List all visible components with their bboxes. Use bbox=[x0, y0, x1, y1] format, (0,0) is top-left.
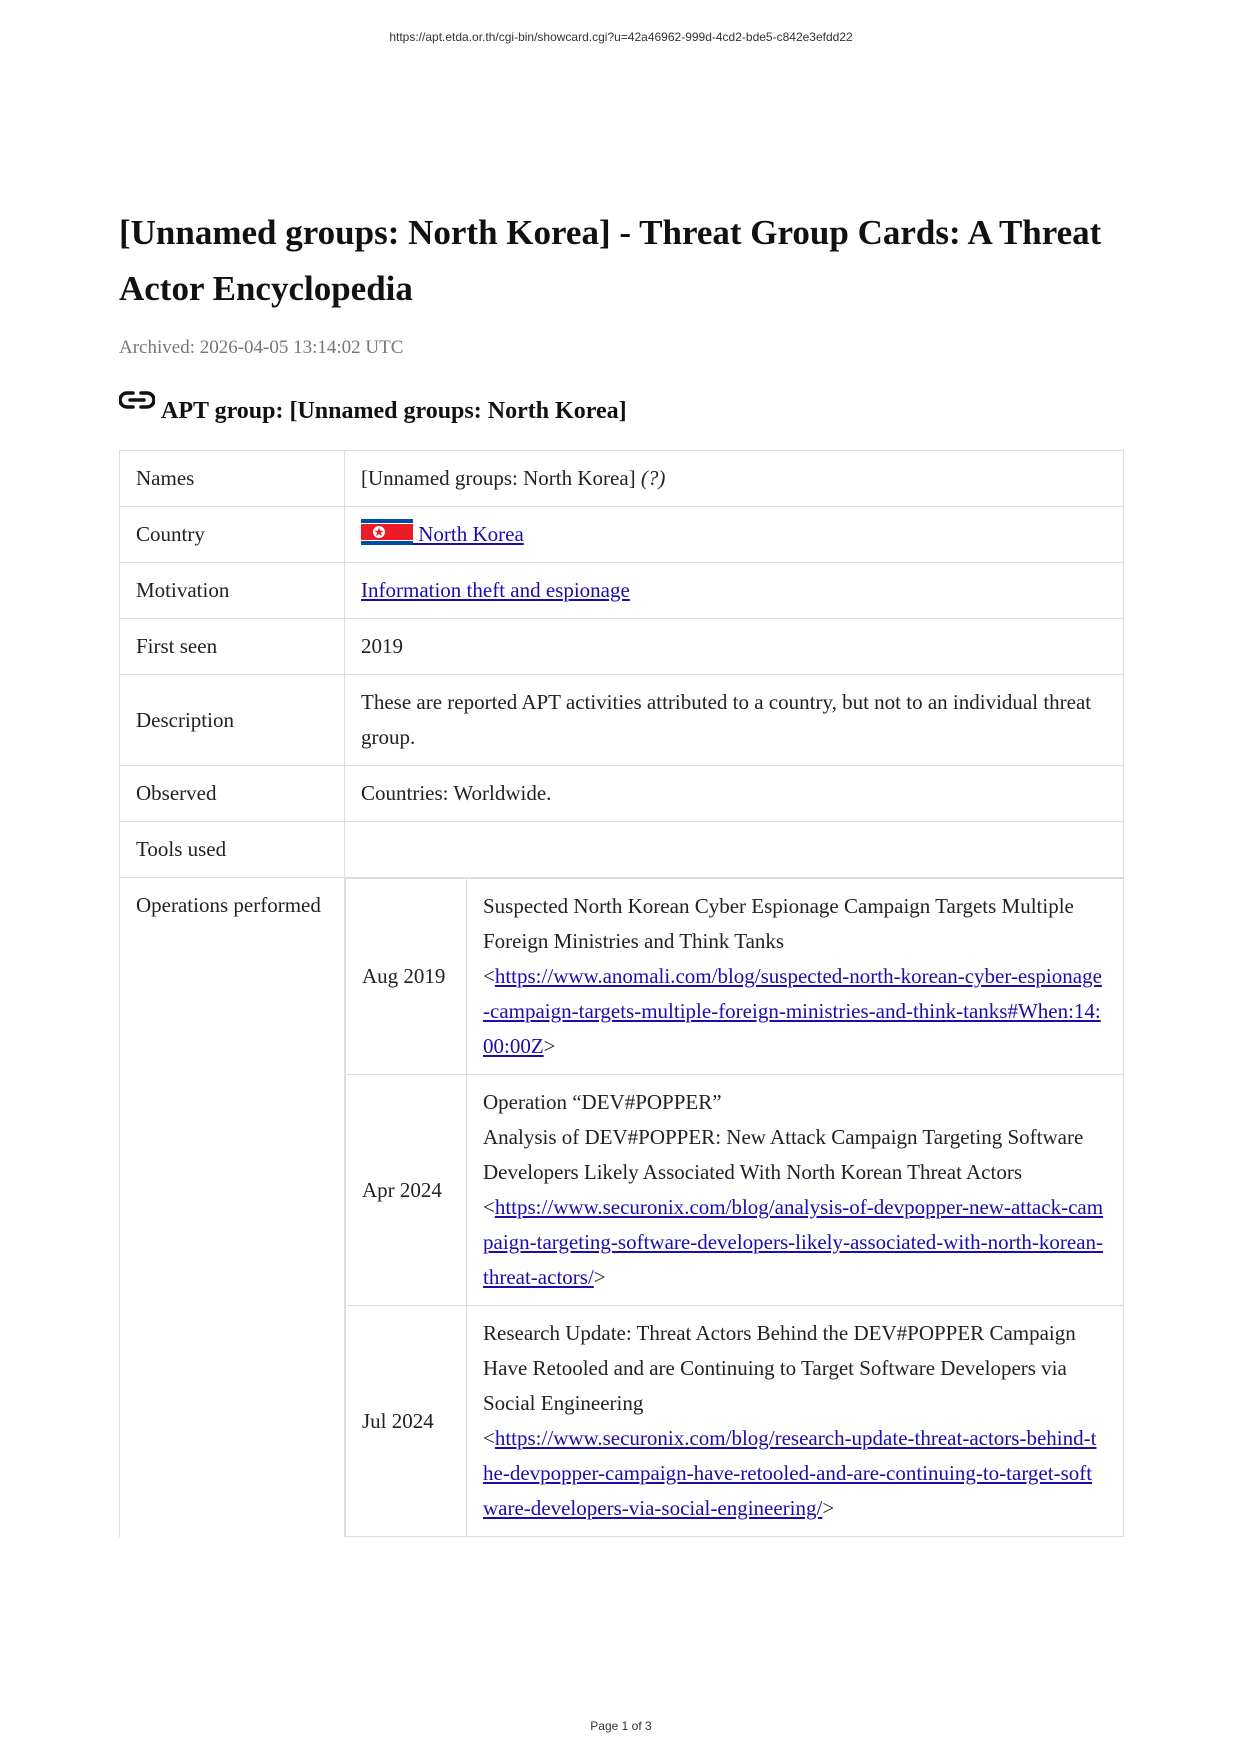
tools-used-label: Tools used bbox=[120, 822, 345, 878]
operation-reference: <https://www.securonix.com/blog/research-update-threat-actors-behind-the-devpopper-campaign-have-retooled-and-are-continuing-to-target-software-developers-via-social-engineering/> bbox=[483, 1426, 1097, 1520]
names-label: Names bbox=[120, 451, 345, 507]
observed-row bbox=[120, 766, 1124, 822]
operation-date: Aug 2019 bbox=[346, 879, 467, 1075]
observed-value: Countries: Worldwide. bbox=[345, 766, 1124, 822]
country-name: North Korea bbox=[418, 522, 524, 546]
description-value: These are reported APT activities attributed to a country, but not to an individual threat group. bbox=[345, 675, 1124, 766]
motivation-link[interactable]: Information theft and espionage bbox=[361, 578, 630, 602]
operations-label: Operations performed bbox=[120, 878, 345, 1538]
motivation-row bbox=[120, 563, 1124, 619]
page-number: Page 1 of 3 bbox=[590, 1719, 652, 1733]
names-value-cell bbox=[345, 451, 1124, 507]
operation-row bbox=[346, 1075, 1124, 1306]
motivation-label: Motivation bbox=[120, 563, 345, 619]
motivation-value-cell bbox=[345, 563, 1124, 619]
threat-group-card bbox=[119, 450, 1124, 1537]
operation-reference: <https://www.anomali.com/blog/suspected-north-korean-cyber-espionage-campaign-targets-multiple-foreign-ministries-and-think-tanks#When:14:00:00Z> bbox=[483, 964, 1102, 1058]
operation-row bbox=[346, 879, 1124, 1075]
country-link[interactable] bbox=[361, 522, 524, 546]
country-label: Country bbox=[120, 507, 345, 563]
first-seen-label: First seen bbox=[120, 619, 345, 675]
operation-date: Jul 2024 bbox=[346, 1306, 467, 1537]
apt-group-heading-text: APT group: [Unnamed groups: North Korea] bbox=[161, 398, 627, 424]
operation-link[interactable]: https://www.securonix.com/blog/research-update-threat-actors-behind-the-devpopper-campaign-have-retooled-and-are-continuing-to-target-software-developers-via-social-engineering/ bbox=[483, 1426, 1097, 1520]
operation-details bbox=[467, 879, 1124, 1075]
apt-group-heading bbox=[119, 389, 1123, 425]
operation-title: Suspected North Korean Cyber Espionage Campaign Targets Multiple Foreign Ministries and Think Tanks bbox=[483, 894, 1074, 953]
country-value-cell bbox=[345, 507, 1124, 563]
operation-name: Operation “DEV#POPPER” bbox=[483, 1090, 722, 1114]
country-row bbox=[120, 507, 1124, 563]
main-content bbox=[119, 205, 1123, 1537]
operation-details bbox=[467, 1306, 1124, 1537]
archived-timestamp: Archived: 2026-04-05 13:14:02 UTC bbox=[119, 337, 404, 358]
operations-row bbox=[120, 878, 1124, 1538]
operation-reference: <https://www.securonix.com/blog/analysis-of-devpopper-new-attack-campaign-targeting-software-developers-likely-associated-with-north-korean-threat-actors/> bbox=[483, 1195, 1104, 1289]
north-korea-flag-icon bbox=[361, 519, 413, 545]
description-row bbox=[120, 675, 1124, 766]
operations-table bbox=[345, 878, 1124, 1537]
first-seen-row bbox=[120, 619, 1124, 675]
operation-details bbox=[467, 1075, 1124, 1306]
names-row bbox=[120, 451, 1124, 507]
names-value: [Unnamed groups: North Korea] bbox=[361, 466, 636, 490]
tools-used-value bbox=[345, 822, 1124, 878]
operations-cell bbox=[345, 878, 1124, 1538]
operation-row bbox=[346, 1306, 1124, 1537]
operation-link[interactable]: https://www.anomali.com/blog/suspected-north-korean-cyber-espionage-campaign-targets-multiple-foreign-ministries-and-think-tanks#When:14:00:00Z bbox=[483, 964, 1102, 1058]
observed-label: Observed bbox=[120, 766, 345, 822]
description-label: Description bbox=[120, 675, 345, 766]
operation-title: Analysis of DEV#POPPER: New Attack Campaign Targeting Software Developers Likely Associated With North Korean Threat Actors bbox=[483, 1125, 1084, 1184]
operation-date: Apr 2024 bbox=[346, 1075, 467, 1306]
print-header-url: https://apt.etda.or.th/cgi-bin/showcard.cgi?u=42a46962-999d-4cd2-bde5-c842e3efdd22 bbox=[389, 30, 853, 44]
link-icon[interactable] bbox=[119, 389, 155, 413]
operation-link[interactable]: https://www.securonix.com/blog/analysis-of-devpopper-new-attack-campaign-targeting-software-developers-likely-associated-with-north-korean-threat-actors/ bbox=[483, 1195, 1104, 1289]
operation-title: Research Update: Threat Actors Behind the DEV#POPPER Campaign Have Retooled and are Continuing to Target Software Developers via Social Engineering bbox=[483, 1321, 1076, 1415]
names-note: (?) bbox=[640, 466, 666, 490]
page-title: [Unnamed groups: North Korea] - Threat Group Cards: A Threat Actor Encyclopedia bbox=[119, 213, 1102, 308]
tools-used-row bbox=[120, 822, 1124, 878]
first-seen-value: 2019 bbox=[345, 619, 1124, 675]
